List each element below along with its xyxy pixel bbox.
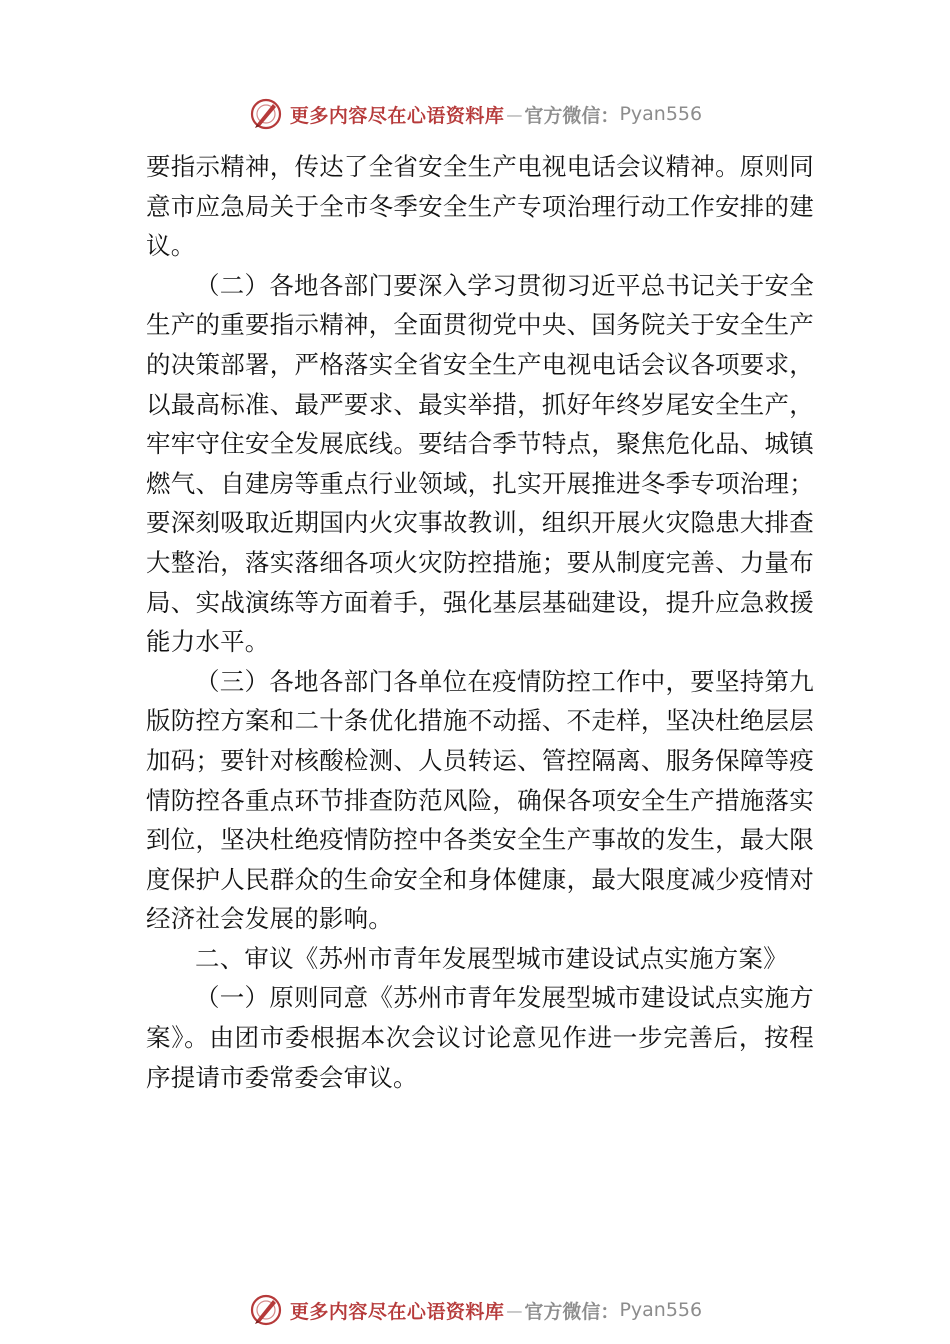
pen-logo-icon [248,96,284,132]
watermark-wechat-id: Pyan556 [619,103,703,125]
watermark-official-label: 官方微信： [524,1300,620,1323]
watermark-brand: 更多内容尽在心语资料库 [289,1300,505,1323]
paragraph-item-3: （三）各地各部门各单位在疫情防控工作中，要坚持第九版防控方案和二十条优化措施不动摇、不走样，坚决杜绝层层加码；要针对核酸检测、人员转运、管控隔离、服务保障等疫情防控各重点环节排查防范风险，确保各项安全生产措施落实到位，坚决杜绝疫情防控中各类安全生产事故的发生，最大限度保护人民群众的生命安全和身体健康，最大限度减少疫情对经济社会发展的影响。 [146,666,814,934]
document-body [146,147,814,1097]
watermark-separator: — [506,104,523,124]
watermark-official-label: 官方微信： [524,104,620,127]
section-heading-2: 二、审议《苏州市青年发展型城市建设试点实施方案》 [195,943,788,973]
header-watermark [0,94,950,134]
pen-logo-icon [248,1292,284,1328]
paragraph-section2-item-1: （一）原则同意《苏州市青年发展型城市建设试点实施方案》。由团市委根据本次会议讨论意见作进一步完善后，按程序提请市委常委会审议。 [146,983,814,1092]
watermark-separator: — [506,1300,523,1320]
paragraph-continuation: 要指示精神，传达了全省安全生产电视电话会议精神。原则同意市应急局关于全市冬季安全生产专项治理行动工作安排的建议。 [146,152,814,261]
watermark-wechat-id: Pyan556 [619,1299,703,1321]
footer-watermark [0,1290,950,1330]
watermark-brand: 更多内容尽在心语资料库 [289,104,505,127]
paragraph-item-2: （二）各地各部门要深入学习贯彻习近平总书记关于安全生产的重要指示精神，全面贯彻党中央、国务院关于安全生产的决策部署，严格落实全省安全生产电视电话会议各项要求，以最高标准、最严要求、最实举措，抓好年终岁尾安全生产，牢牢守住安全发展底线。要结合季节特点，聚焦危化品、城镇燃气、自建房等重点行业领域，扎实开展推进冬季专项治理；要深刻吸取近期国内火灾事故教训，组织开展火灾隐患大排查大整治，落实落细各项火灾防控措施；要从制度完善、力量布局、实战演练等方面着手，强化基层基础建设，提升应急救援能力水平。 [146,270,814,657]
